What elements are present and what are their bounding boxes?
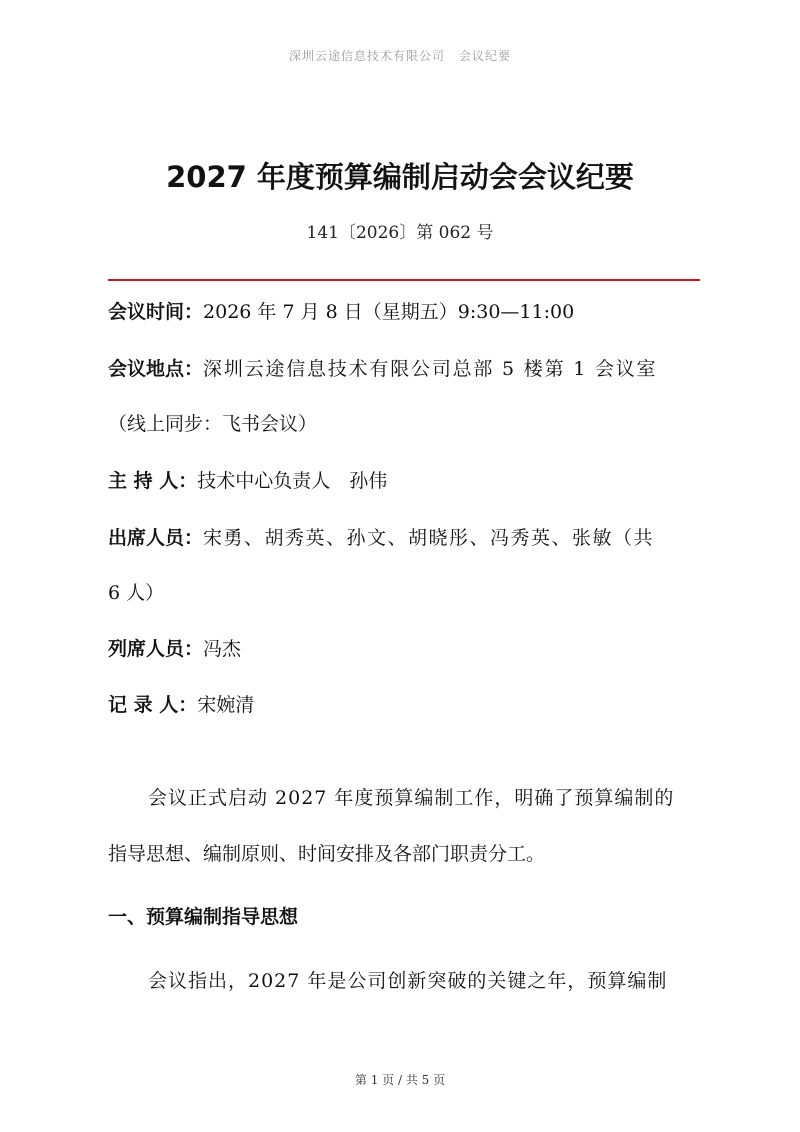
- page-footer: 第 1 页 / 共 5 页: [354, 1073, 446, 1087]
- meeting-time-value: 2026 年 7 月 8 日（星期五）9:30—11:00: [203, 301, 575, 323]
- meeting-place-value: 深圳云途信息技术有限公司总部 5 楼第 1 会议室: [203, 358, 658, 380]
- section-1-paragraph: 会议指出，2027 年是公司创新突破的关键之年，预算编制: [148, 970, 668, 992]
- attendees-row: [108, 523, 708, 550]
- observers-row: [108, 634, 708, 661]
- attendees-value: 宋勇、胡秀英、孙文、胡晓彤、冯秀英、张敏（共: [203, 527, 655, 549]
- observers-value: 冯杰: [203, 638, 242, 660]
- recorder-value: 宋婉清: [197, 694, 255, 716]
- recorder-label: 记 录 人：: [108, 694, 198, 716]
- host-label: 主 持 人：: [108, 470, 198, 492]
- meeting-time-label: 会议时间：: [108, 301, 204, 323]
- attendees-row-continued: [108, 578, 708, 605]
- recorder-row: [108, 690, 708, 717]
- meeting-place-label: 会议地点：: [108, 358, 204, 380]
- page-header: [0, 47, 800, 64]
- meeting-place-row: [108, 354, 708, 381]
- header-company: 深圳云途信息技术有限公司: [288, 49, 445, 63]
- observers-label: 列席人员：: [108, 638, 204, 660]
- intro-paragraph-line-2: 指导思想、编制原则、时间安排及各部门职责分工。: [108, 843, 546, 865]
- host-row: [108, 466, 708, 493]
- meeting-time-row: [108, 297, 708, 324]
- red-divider: [108, 279, 700, 281]
- section-1-heading: 一、预算编制指导思想: [108, 906, 299, 928]
- document-number: 141〔2026〕第 062 号: [306, 223, 494, 243]
- meeting-place-online: （线上同步：飞书会议）: [108, 413, 318, 435]
- attendees-count: 6 人）: [108, 582, 165, 604]
- header-doc-type: 会议纪要: [459, 49, 512, 63]
- host-value: 技术中心负责人 孙伟: [197, 470, 388, 492]
- attendees-label: 出席人员：: [108, 527, 204, 549]
- document-title: 2027 年度预算编制启动会会议纪要: [166, 160, 634, 194]
- meeting-place-row-continued: [108, 409, 708, 436]
- intro-paragraph-line-1: 会议正式启动 2027 年度预算编制工作，明确了预算编制的: [148, 787, 675, 809]
